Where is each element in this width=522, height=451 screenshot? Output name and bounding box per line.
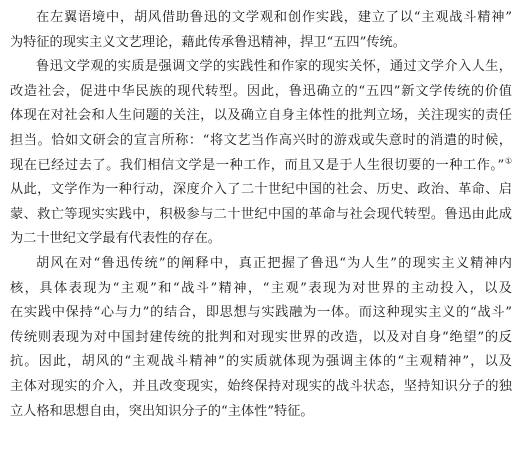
text-line: 为二十世纪文学最有代表性的存在。 (10, 231, 221, 247)
text-line: 主体对现实的介入，并且改变现实，始终保持对现实的战斗状态，坚持知识分子的独 (10, 378, 512, 394)
text-line (10, 154, 512, 179)
text-line: 传统则表现为对中国封建传统的批判和对现实世界的改造，以及对自身“绝望”的反 (10, 329, 512, 345)
text-line: 在左翼语境中，胡风借助鲁迅的文学观和创作实践，建立了以“主观战斗精神” (36, 10, 512, 25)
text-line: 鲁迅文学观的实质是强调文学的实践性和作家的现实关怀，通过文学介入人生， (36, 59, 512, 75)
paragraph-1 (10, 6, 512, 55)
text-line: 为特征的现实主义文艺理论，藉此传承鲁迅精神，捍卫“五四”传统。 (10, 34, 406, 50)
text-line: 体现在对社会和人生问题的关注，以及确立自身主体性的批判立场，关注现实的责任 (10, 108, 512, 124)
text-line: 从此，文学作为一种行动，深度介入了二十世纪中国的社会、历史、政治、革命、启 (10, 182, 512, 198)
text-line: 在实践中保持“心与力”的结合，即思想与实践融为一体。而这种现实主义的“战斗” (10, 305, 512, 321)
text-line: 蒙、救亡等现实实践中，积极参与二十世纪中国的革命与社会现代转型。鲁迅由此成 (10, 206, 512, 222)
paragraph-3 (10, 252, 512, 424)
text-line: 抗。因此，胡风的“主观战斗精神”的实质就体现为强调主体的“主观精神”，以及 (10, 354, 512, 370)
text-line: 担当。恰如文研会的宣言所称：“将文艺当作高兴时的游戏或失意时的消遣的时候， (10, 132, 512, 148)
text-line: 核，具体表现为“主观”和“战斗”精神，“主观”表现为对世界的主动投入，以及 (10, 280, 512, 296)
text-line: 立人格和思想自由，突出知识分子的“主体性”特征。 (10, 403, 314, 419)
paragraph-2 (10, 55, 512, 252)
footnote-marker[interactable]: ① (504, 156, 512, 166)
text-line: 改造社会，促进中华民族的现代转型。因此，鲁迅确立的“五四”新文学传统的价值 (10, 83, 512, 99)
text-line-content: 现在已经过去了。我们相信文学是一种工作，而且又是于人生很切要的一种工作。” (10, 157, 505, 173)
text-line: 胡风在对“鲁迅传统”的阐释中，真正把握了鲁迅“为人生”的现实主义精神内 (36, 255, 512, 271)
